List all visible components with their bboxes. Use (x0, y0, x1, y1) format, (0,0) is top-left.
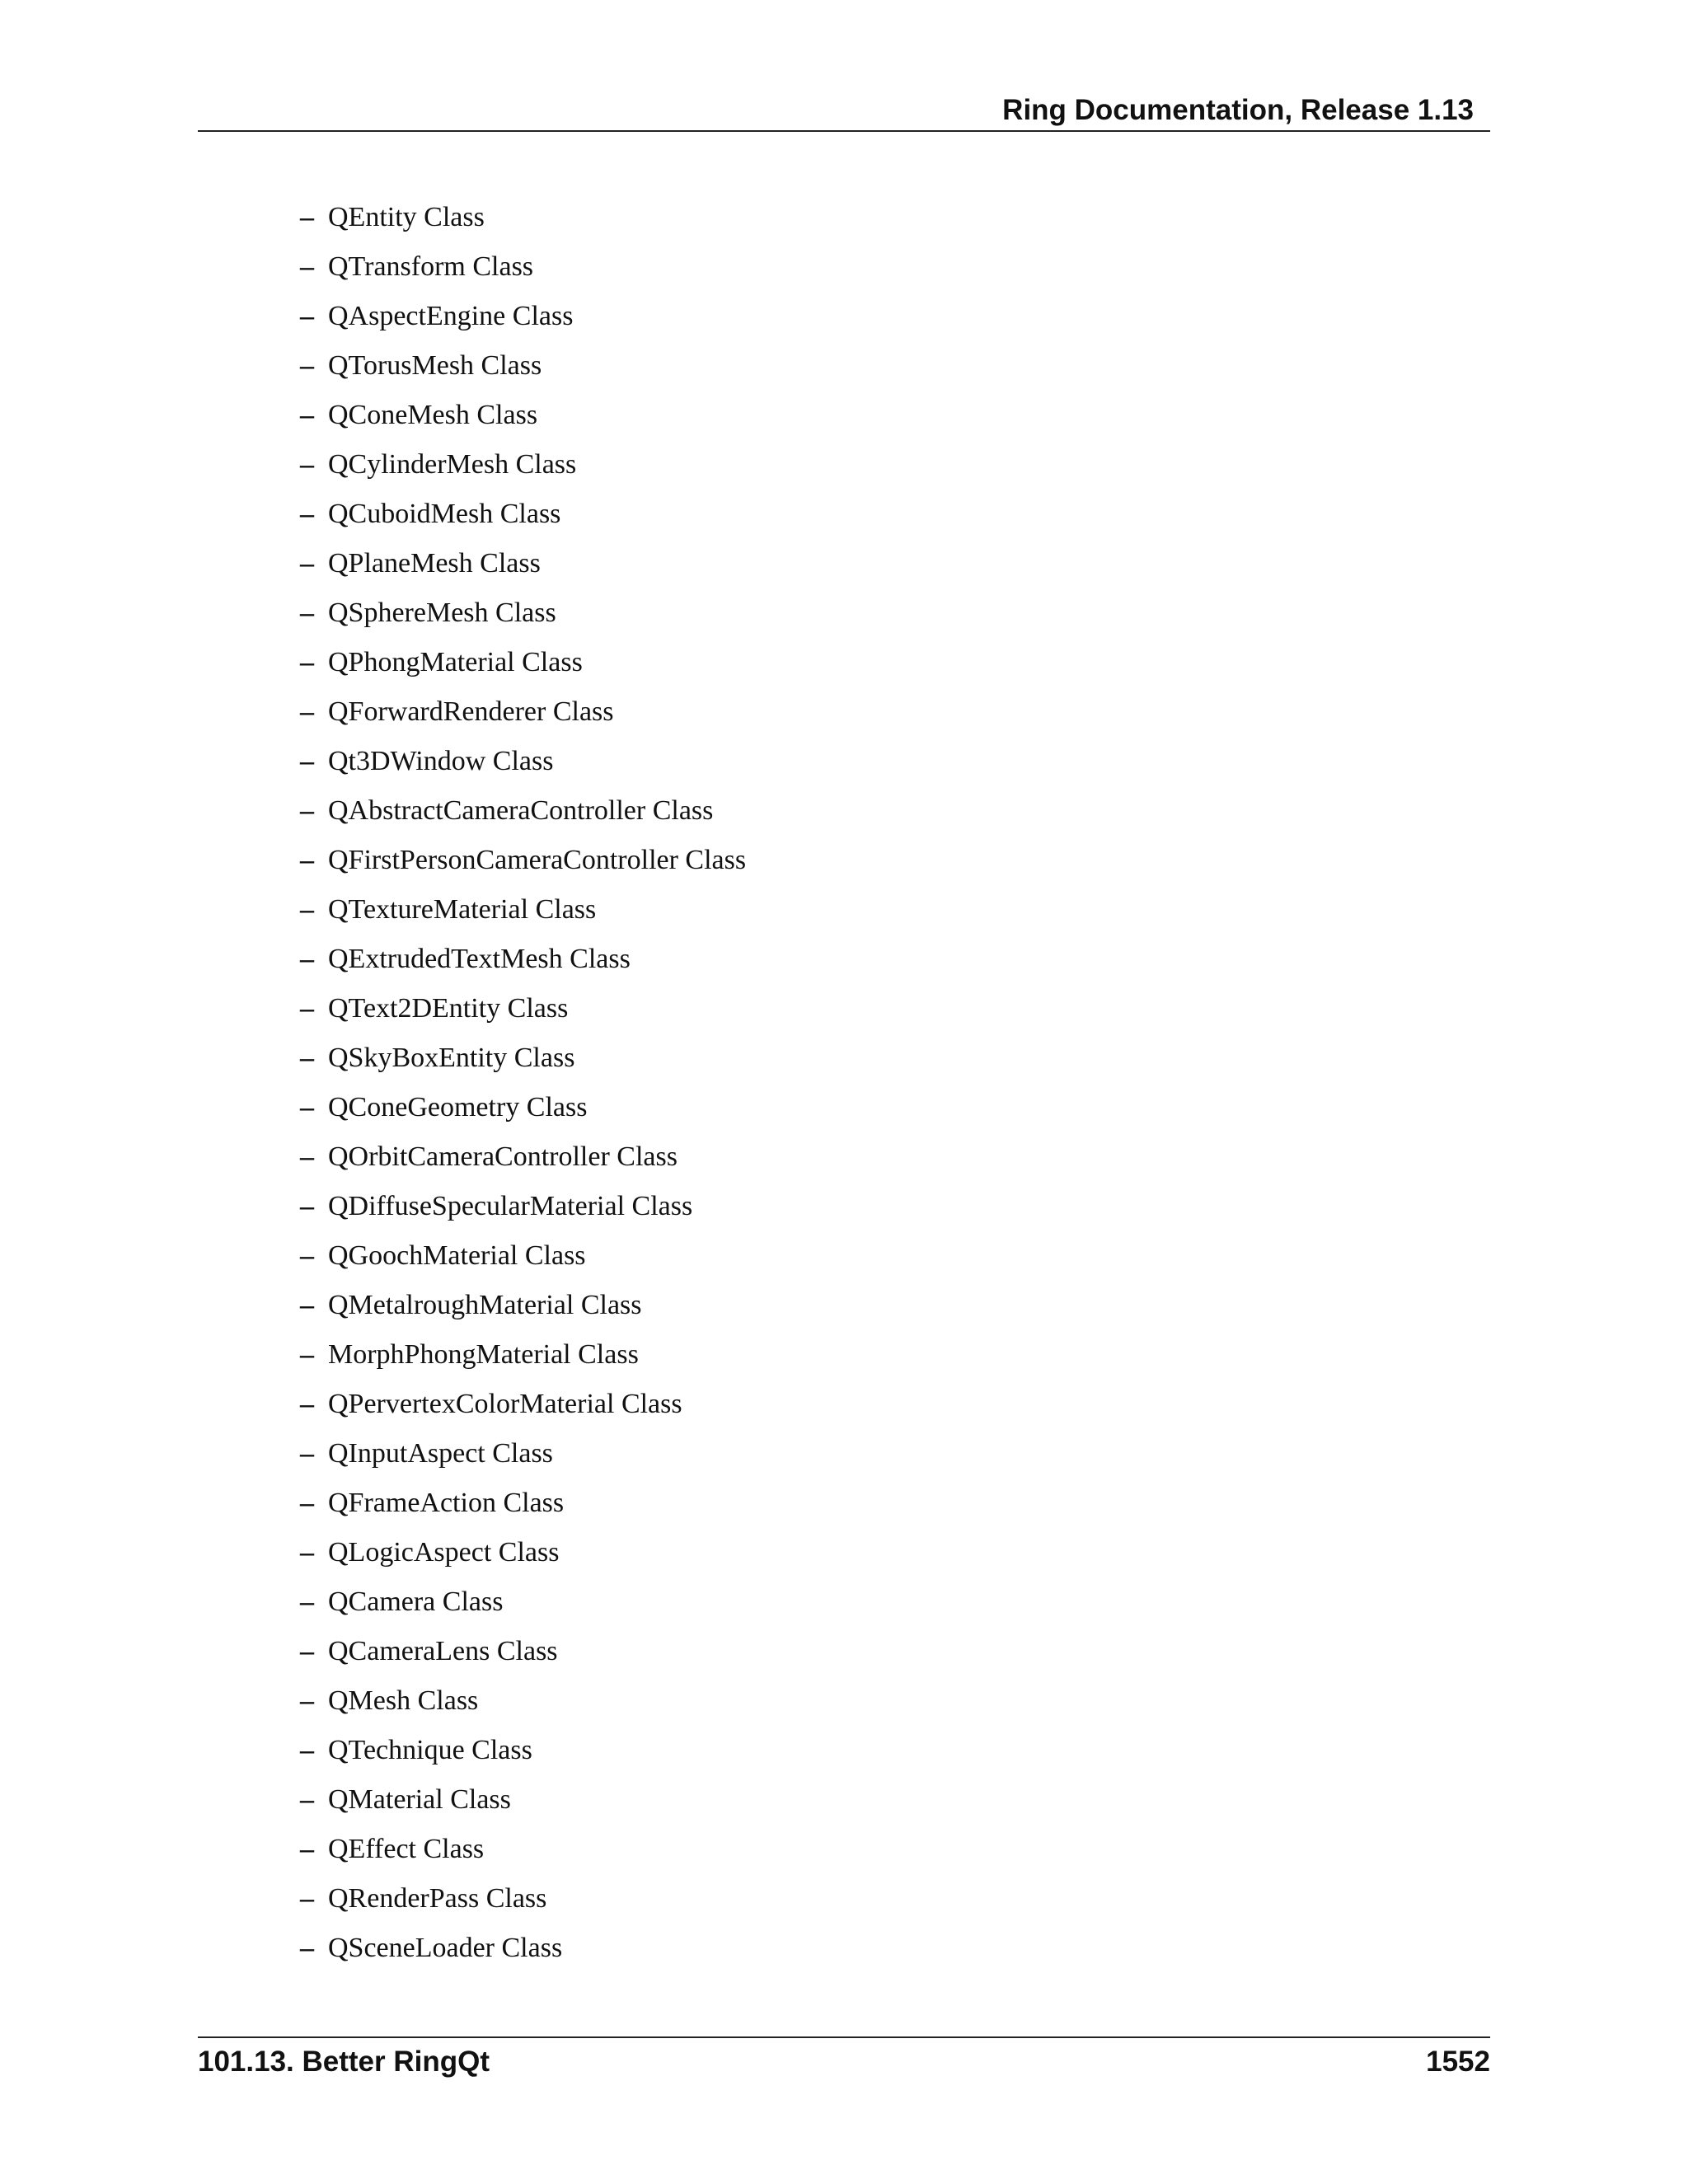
list-item (300, 494, 746, 544)
list-item-label: QConeMesh Class (328, 400, 538, 430)
list-bullet: – (300, 1240, 314, 1271)
list-item (300, 1879, 746, 1929)
list-item-label: QSkyBoxEntity Class (328, 1043, 575, 1073)
list-item-label: QDiffuseSpecularMaterial Class (328, 1191, 693, 1221)
list-bullet: – (300, 251, 314, 282)
list-bullet: – (300, 647, 314, 677)
list-item (300, 1780, 746, 1830)
list-item (300, 544, 746, 593)
list-item-label: QCylinderMesh Class (328, 449, 577, 480)
list-item (300, 346, 746, 396)
list-item (300, 1830, 746, 1879)
list-item-label: QMetalroughMaterial Class (328, 1290, 642, 1320)
list-item (300, 1038, 746, 1088)
list-bullet: – (300, 1883, 314, 1914)
list-item-label: QCameraLens Class (328, 1636, 558, 1666)
list-item-label: QLogicAspect Class (328, 1537, 560, 1568)
list-item-label: MorphPhongMaterial Class (328, 1339, 639, 1370)
list-item-label: QOrbitCameraController Class (328, 1141, 678, 1172)
list-bullet: – (300, 499, 314, 529)
header-divider (198, 130, 1490, 132)
list-item (300, 593, 746, 643)
list-bullet: – (300, 1537, 314, 1568)
list-item (300, 1335, 746, 1385)
footer-section-title: 101.13. Better RingQt (198, 2046, 490, 2078)
list-item (300, 791, 746, 841)
list-item (300, 742, 746, 791)
list-item-label: QCamera Class (328, 1586, 504, 1617)
list-item (300, 198, 746, 247)
list-item-label: QAbstractCameraController Class (328, 795, 714, 826)
list-bullet: – (300, 1043, 314, 1073)
running-header-title: Ring Documentation, Release 1.13 (1002, 94, 1474, 126)
list-item (300, 890, 746, 940)
list-bullet: – (300, 746, 314, 776)
page-number: 1552 (1426, 2046, 1490, 2078)
list-bullet: – (300, 548, 314, 579)
list-bullet: – (300, 795, 314, 826)
list-item-label: QRenderPass Class (328, 1883, 547, 1914)
list-item-label: QMaterial Class (328, 1784, 511, 1815)
footer-divider (198, 2036, 1490, 2038)
list-item (300, 1187, 746, 1236)
list-item-label: QText2DEntity Class (328, 993, 569, 1024)
list-bullet: – (300, 1339, 314, 1370)
list-bullet: – (300, 1488, 314, 1518)
list-bullet: – (300, 894, 314, 925)
list-bullet: – (300, 1191, 314, 1221)
list-item-label: QCuboidMesh Class (328, 499, 561, 529)
list-item-label: QFrameAction Class (328, 1488, 565, 1518)
list-item (300, 1483, 746, 1533)
list-item-label: QConeGeometry Class (328, 1092, 588, 1122)
list-bullet: – (300, 1784, 314, 1815)
list-item-label: Qt3DWindow Class (328, 746, 554, 776)
list-item (300, 1088, 746, 1137)
list-item-label: QPhongMaterial Class (328, 647, 583, 677)
list-bullet: – (300, 1933, 314, 1963)
list-bullet: – (300, 400, 314, 430)
list-item-label: QPlaneMesh Class (328, 548, 541, 579)
list-item (300, 692, 746, 742)
list-item-label: QTransform Class (328, 251, 534, 282)
list-item (300, 247, 746, 297)
class-list (300, 198, 746, 1978)
list-item-label: QTechnique Class (328, 1735, 532, 1765)
list-bullet: – (300, 1586, 314, 1617)
list-item (300, 1632, 746, 1681)
list-bullet: – (300, 944, 314, 974)
list-item (300, 1731, 746, 1780)
list-item-label: QTextureMaterial Class (328, 894, 597, 925)
list-item-label: QMesh Class (328, 1685, 479, 1716)
list-item (300, 445, 746, 494)
list-item-label: QExtrudedTextMesh Class (328, 944, 631, 974)
list-item (300, 297, 746, 346)
list-bullet: – (300, 449, 314, 480)
list-item (300, 1286, 746, 1335)
list-bullet: – (300, 1290, 314, 1320)
list-bullet: – (300, 301, 314, 331)
list-bullet: – (300, 696, 314, 727)
list-item (300, 1385, 746, 1434)
list-item (300, 1929, 746, 1978)
list-bullet: – (300, 1092, 314, 1122)
list-item-label: QFirstPersonCameraController Class (328, 845, 747, 875)
list-bullet: – (300, 1735, 314, 1765)
list-item (300, 940, 746, 989)
list-item-label: QEffect Class (328, 1834, 485, 1864)
list-item-label: QInputAspect Class (328, 1438, 553, 1469)
list-bullet: – (300, 202, 314, 232)
list-item (300, 1137, 746, 1187)
list-item (300, 1236, 746, 1286)
list-bullet: – (300, 1438, 314, 1469)
list-bullet: – (300, 1636, 314, 1666)
list-bullet: – (300, 1834, 314, 1864)
list-item (300, 841, 746, 890)
list-bullet: – (300, 1141, 314, 1172)
list-item (300, 989, 746, 1038)
list-item-label: QEntity Class (328, 202, 485, 232)
list-bullet: – (300, 993, 314, 1024)
list-item (300, 1434, 746, 1483)
list-item-label: QAspectEngine Class (328, 301, 574, 331)
list-item (300, 1582, 746, 1632)
list-item-label: QForwardRenderer Class (328, 696, 614, 727)
list-bullet: – (300, 1685, 314, 1716)
list-item-label: QPervertexColorMaterial Class (328, 1389, 682, 1419)
list-item-label: QSphereMesh Class (328, 598, 556, 628)
list-bullet: – (300, 598, 314, 628)
list-bullet: – (300, 845, 314, 875)
list-item (300, 1533, 746, 1582)
list-bullet: – (300, 1389, 314, 1419)
list-item (300, 643, 746, 692)
list-item (300, 396, 746, 445)
list-item (300, 1681, 746, 1731)
list-item-label: QSceneLoader Class (328, 1933, 563, 1963)
list-item-label: QTorusMesh Class (328, 350, 542, 381)
list-item-label: QGoochMaterial Class (328, 1240, 586, 1271)
list-bullet: – (300, 350, 314, 381)
